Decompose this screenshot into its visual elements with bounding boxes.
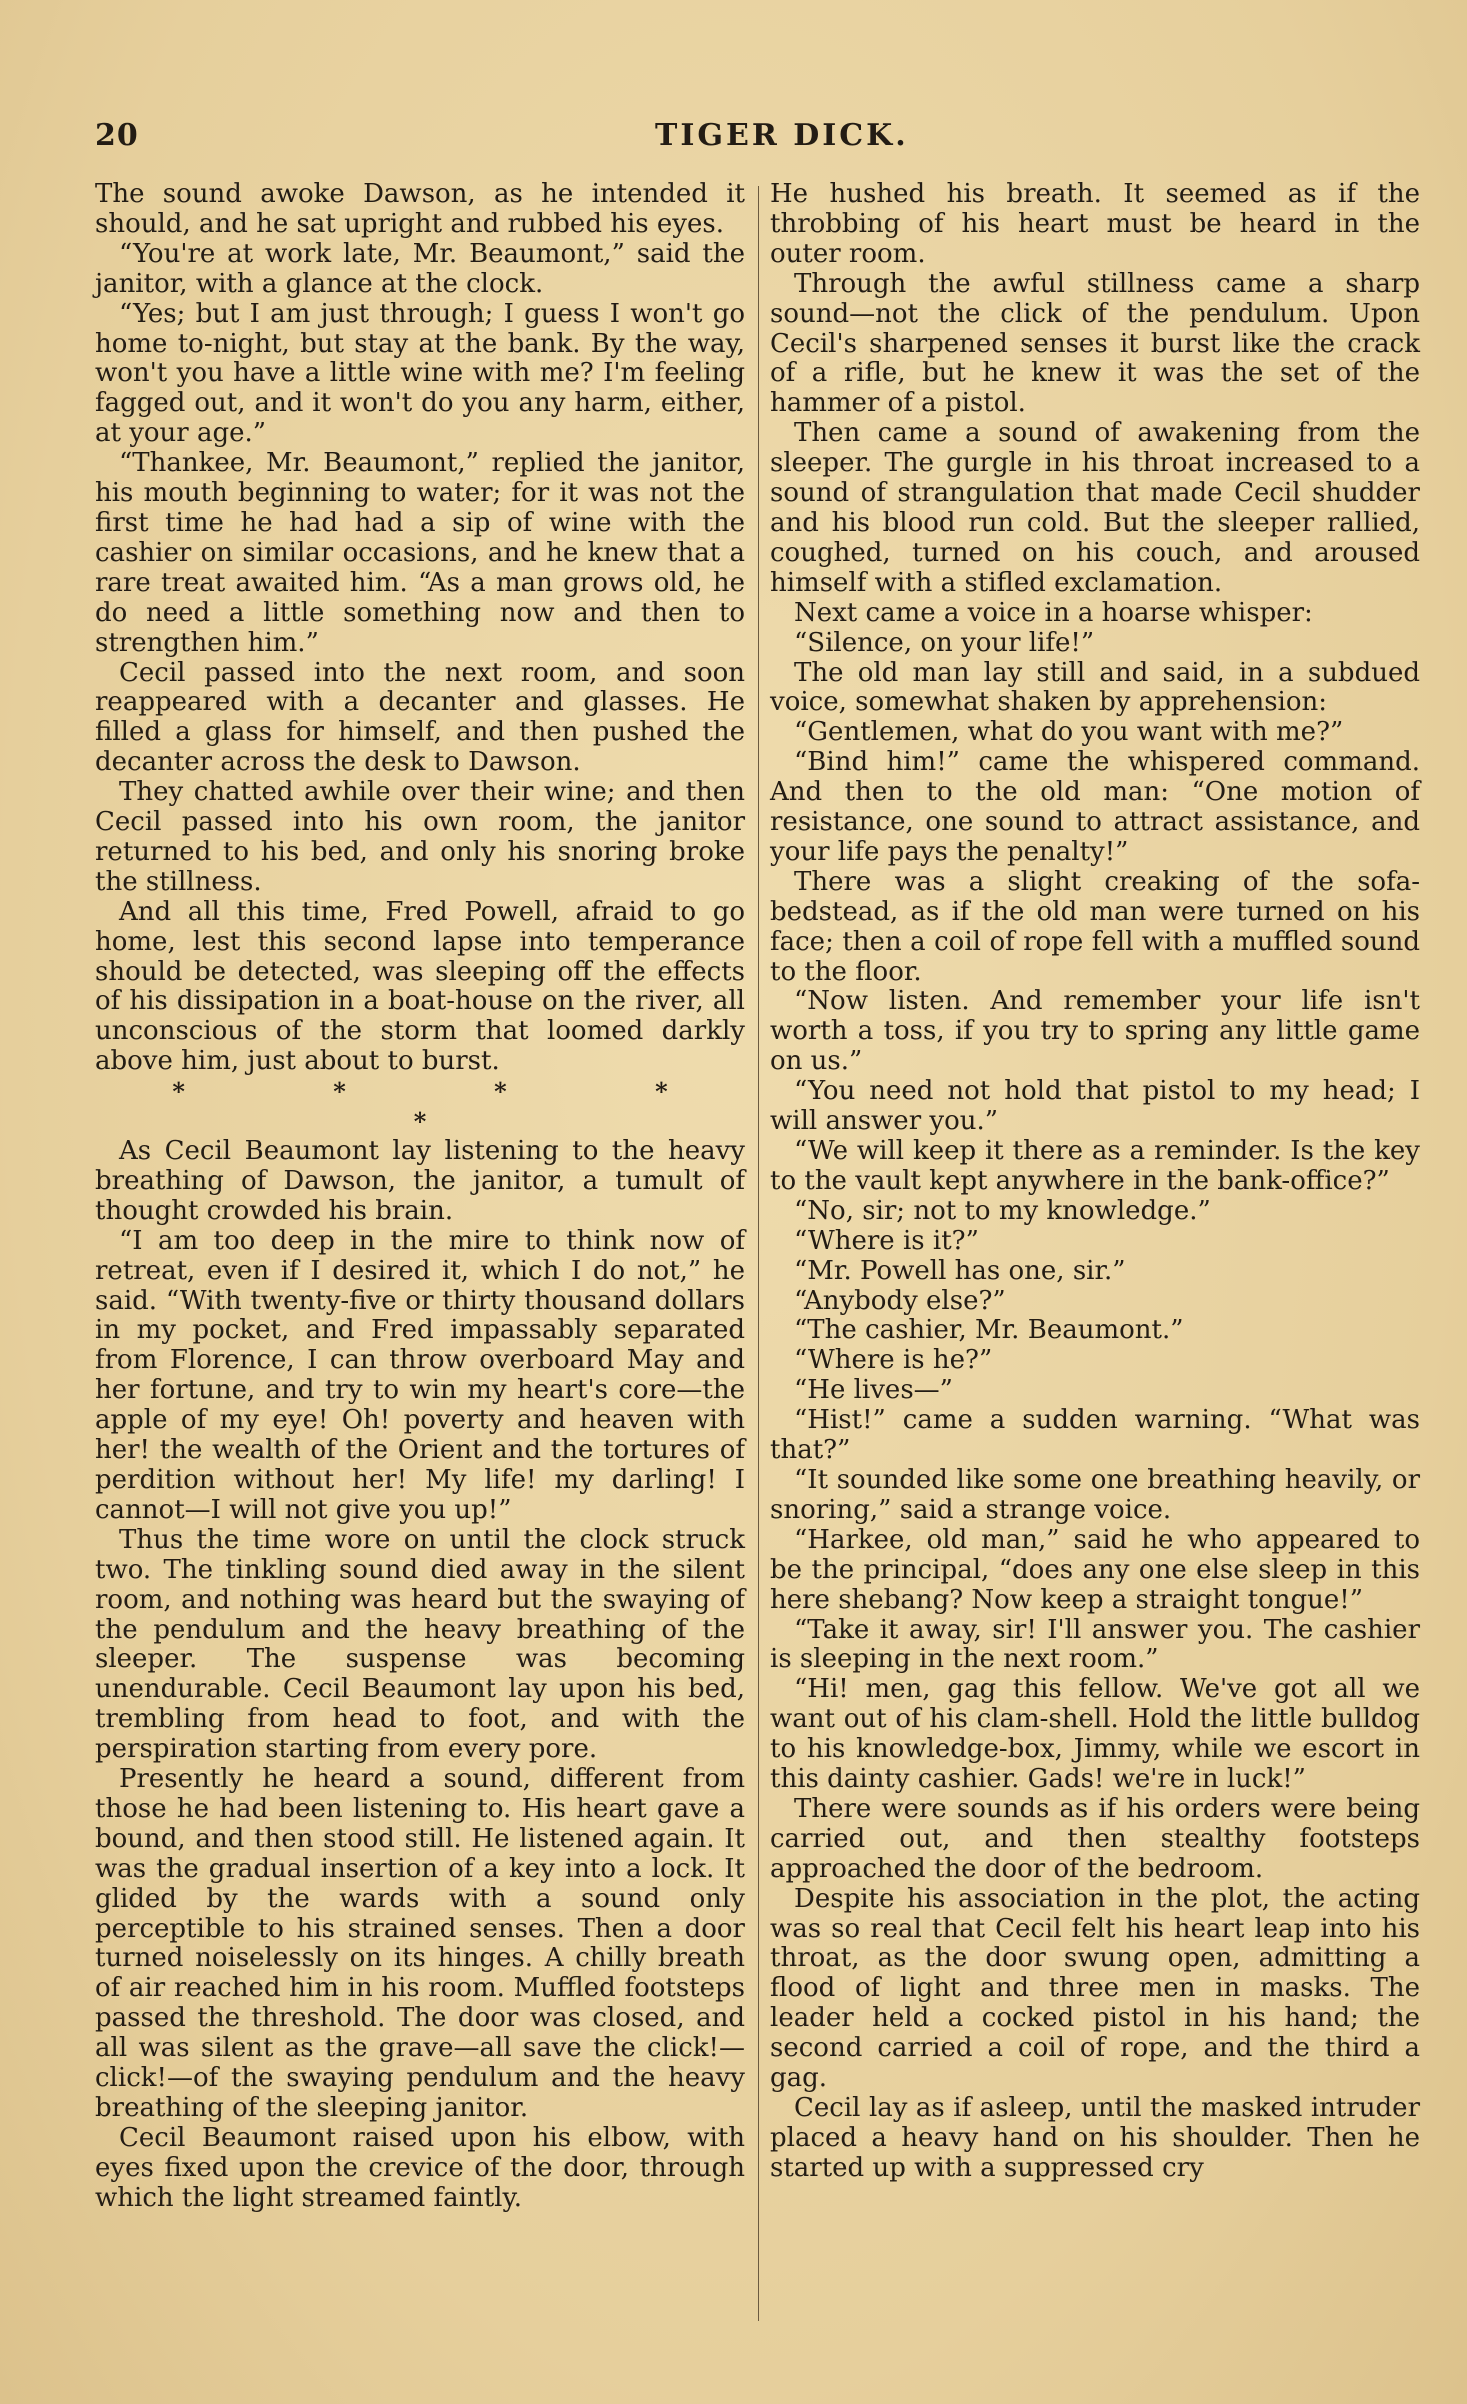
paragraph: And all this time, Fred Powell, afraid to go home, lest this second lapse into temperance should be detected, was sleeping off the effects of his dissipation in a boat-house on the river, all unconscious of the storm that loomed darkly above him, just about to burst. [95,896,745,1077]
paragraph: “Mr. Powell has one, sir.” [794,1255,1126,1286]
left-column [95,180,745,2214]
paragraph: “Gentlemen, what do you want with me?” [794,717,1344,748]
paragraph: “Now listen. And remember your life isn't worth a toss, if you try to spring any little game on us.” [770,986,1420,1077]
paragraph: Then came a sound of awakening from the sleeper. The gurgle in his throat increased to a sound of strangulation that made Cecil shudder and his blood run cold. But the sleeper rallied, coughed, turned on his couch, and aroused himself with a stifled exclamation. [770,418,1420,598]
running-title: TIGER DICK. [655,118,909,153]
section-break-stars: * * * * * [172,1077,738,1137]
paragraph: “Hist!” came a sudden warning. “What was that?” [770,1405,1420,1466]
paragraph: Despite his association in the plot, the acting was so real that Cecil felt his heart leap into his throat, as the door swung open, admitting a flood of light and three men in masks. The leader held a cocked pistol in his hand; the second carried a coil of rope, and the third a gag. [770,1883,1420,2094]
paragraph: He hushed his breath. It seemed as if the throbbing of his heart must be heard in the outer room. [770,179,1420,269]
paragraph: “No, sir; not to my knowledge.” [794,1195,1211,1226]
paragraph: “Anybody else?” [794,1285,1006,1316]
paragraph: Through the awful stillness came a sharp sound—not the click of the pendulum. Upon Cecil's sharpened senses it burst like the crack of a rifle, but he knew it was the set of the hammer of a pistol. [770,268,1420,419]
paragraph: “Bind him!” came the whispered command. And then to the old man: “One motion of resistance, one sound to attract assistance, and your life pays the penalty!” [770,747,1420,867]
paragraph: “Yes; but I am just through; I guess I won't go home to-night, but stay at the bank. By the way, won't you have a little wine with me? I'm feeling fagged out, and it won't do you any harm, either, at your age.” [95,298,745,449]
paragraph: There was a slight creaking of the sofa-bedstead, as if the old man were turned on his face; then a coil of rope fell with a muffled sound to the floor. [770,866,1420,987]
paragraph: “The cashier, Mr. Beaumont.” [794,1315,1184,1346]
paragraph: “Harkee, old man,” said he who appeared to be the principal, “does any one else sleep in this here shebang? Now keep a straight tongue!” [770,1524,1420,1615]
paragraph: Cecil lay as if asleep, until the masked intruder placed a heavy hand on his shoulder. Then he started up with a suppressed cry [770,2093,1420,2183]
paragraph: “Hi! men, gag this fellow. We've got all we want out of his clam-shell. Hold the little bulldog to his knowledge-box, Jimmy, while we escort in this dainty cashier. Gads! we're in luck!” [770,1674,1420,1795]
paragraph: “He lives—” [794,1375,953,1406]
column-divider [758,186,759,2321]
paragraph: “Thankee, Mr. Beaumont,” replied the janitor, his mouth beginning to water; for it was not the first time he had had a sip of wine with the cashier on similar occasions, and he knew that a rare treat awaited him. “As a man grows old, he do need a little something now and then to strengthen him.” [95,448,745,658]
paragraph: “Where is he?” [794,1345,993,1376]
paragraph: “It sounded like some one breathing heavily, or snoring,” said a strange voice. [770,1464,1420,1525]
paragraph: Presently he heard a sound, different from those he had been listening to. His heart gave a bound, and then stood still. He listened again. It was the gradual insertion of a key into a lock. It glided by the wards with a sound only perceptible to his strained senses. Then a door turned noiselessly on its hinges. A chilly breath of air reached him in his room. Muffled footsteps passed the threshold. The door was closed, and all was silent as the grave—all save the click!—click!—of the swaying pendulum and the heavy breathing of the sleeping janitor. [95,1764,745,2123]
paragraph: Cecil passed into the next room, and soon reappeared with a decanter and glasses. He filled a glass for himself, and then pushed the decanter across the desk to Dawson. [95,657,745,778]
paragraph: There were sounds as if his orders were being carried out, and then stealthy footsteps approached the door of the bedroom. [770,1793,1420,1884]
paragraph: The sound awoke Dawson, as he intended it should, and he sat upright and rubbed his eyes. [95,179,745,239]
paragraph: Thus the time wore on until the clock struck two. The tinkling sound died away in the silent room, and nothing was heard but the swaying of the pendulum and the heavy breathing of the sleeper. The suspense was becoming unendurable. Cecil Beaumont lay upon his bed, trembling from head to foot, and with the perspiration starting from every pore. [95,1524,745,1765]
paragraph: The old man lay still and said, in a subdued voice, somewhat shaken by apprehension: [770,657,1420,718]
paragraph: They chatted awhile over their wine; and then Cecil passed into his own room, the janitor returned to his bed, and only his snoring broke the stillness. [95,777,745,897]
paragraph: “Where is it?” [794,1225,979,1256]
paragraph: “You need not hold that pistol to my head; I will answer you.” [770,1076,1420,1137]
page-number: 20 [95,118,139,153]
paragraph: “Take it away, sir! I'll answer you. The cashier is sleeping in the next room.” [770,1614,1420,1675]
paragraph: “We will keep it there as a reminder. Is the key to the vault kept anywhere in the bank-office?” [770,1136,1420,1196]
paragraph: “You're at work late, Mr. Beaumont,” said the janitor, with a glance at the clock. [95,238,745,299]
paragraph: As Cecil Beaumont lay listening to the heavy breathing of Dawson, the janitor, a tumult of thought crowded his brain. [95,1136,745,1226]
paragraph: Next came a voice in a hoarse whisper: [794,597,1313,628]
paragraph: “Silence, on your life!” [794,627,1095,658]
right-column [770,180,1420,2184]
page-header [95,118,1467,164]
paragraph: Cecil Beaumont raised upon his elbow, with eyes fixed upon the crevice of the door, through which the light streamed faintly. [95,2122,745,2213]
paragraph: “I am too deep in the mire to think now of retreat, even if I desired it, which I do not,” he said. “With twenty-five or thirty thousand dollars in my pocket, and Fred impassably separated from Florence, I can throw overboard May and her fortune, and try to win my heart's core—the apple of my eye! Oh! poverty and heaven with her! the wealth of the Orient and the tortures of perdition without her! My life! my darling! I cannot—I will not give you up!” [95,1225,745,1525]
